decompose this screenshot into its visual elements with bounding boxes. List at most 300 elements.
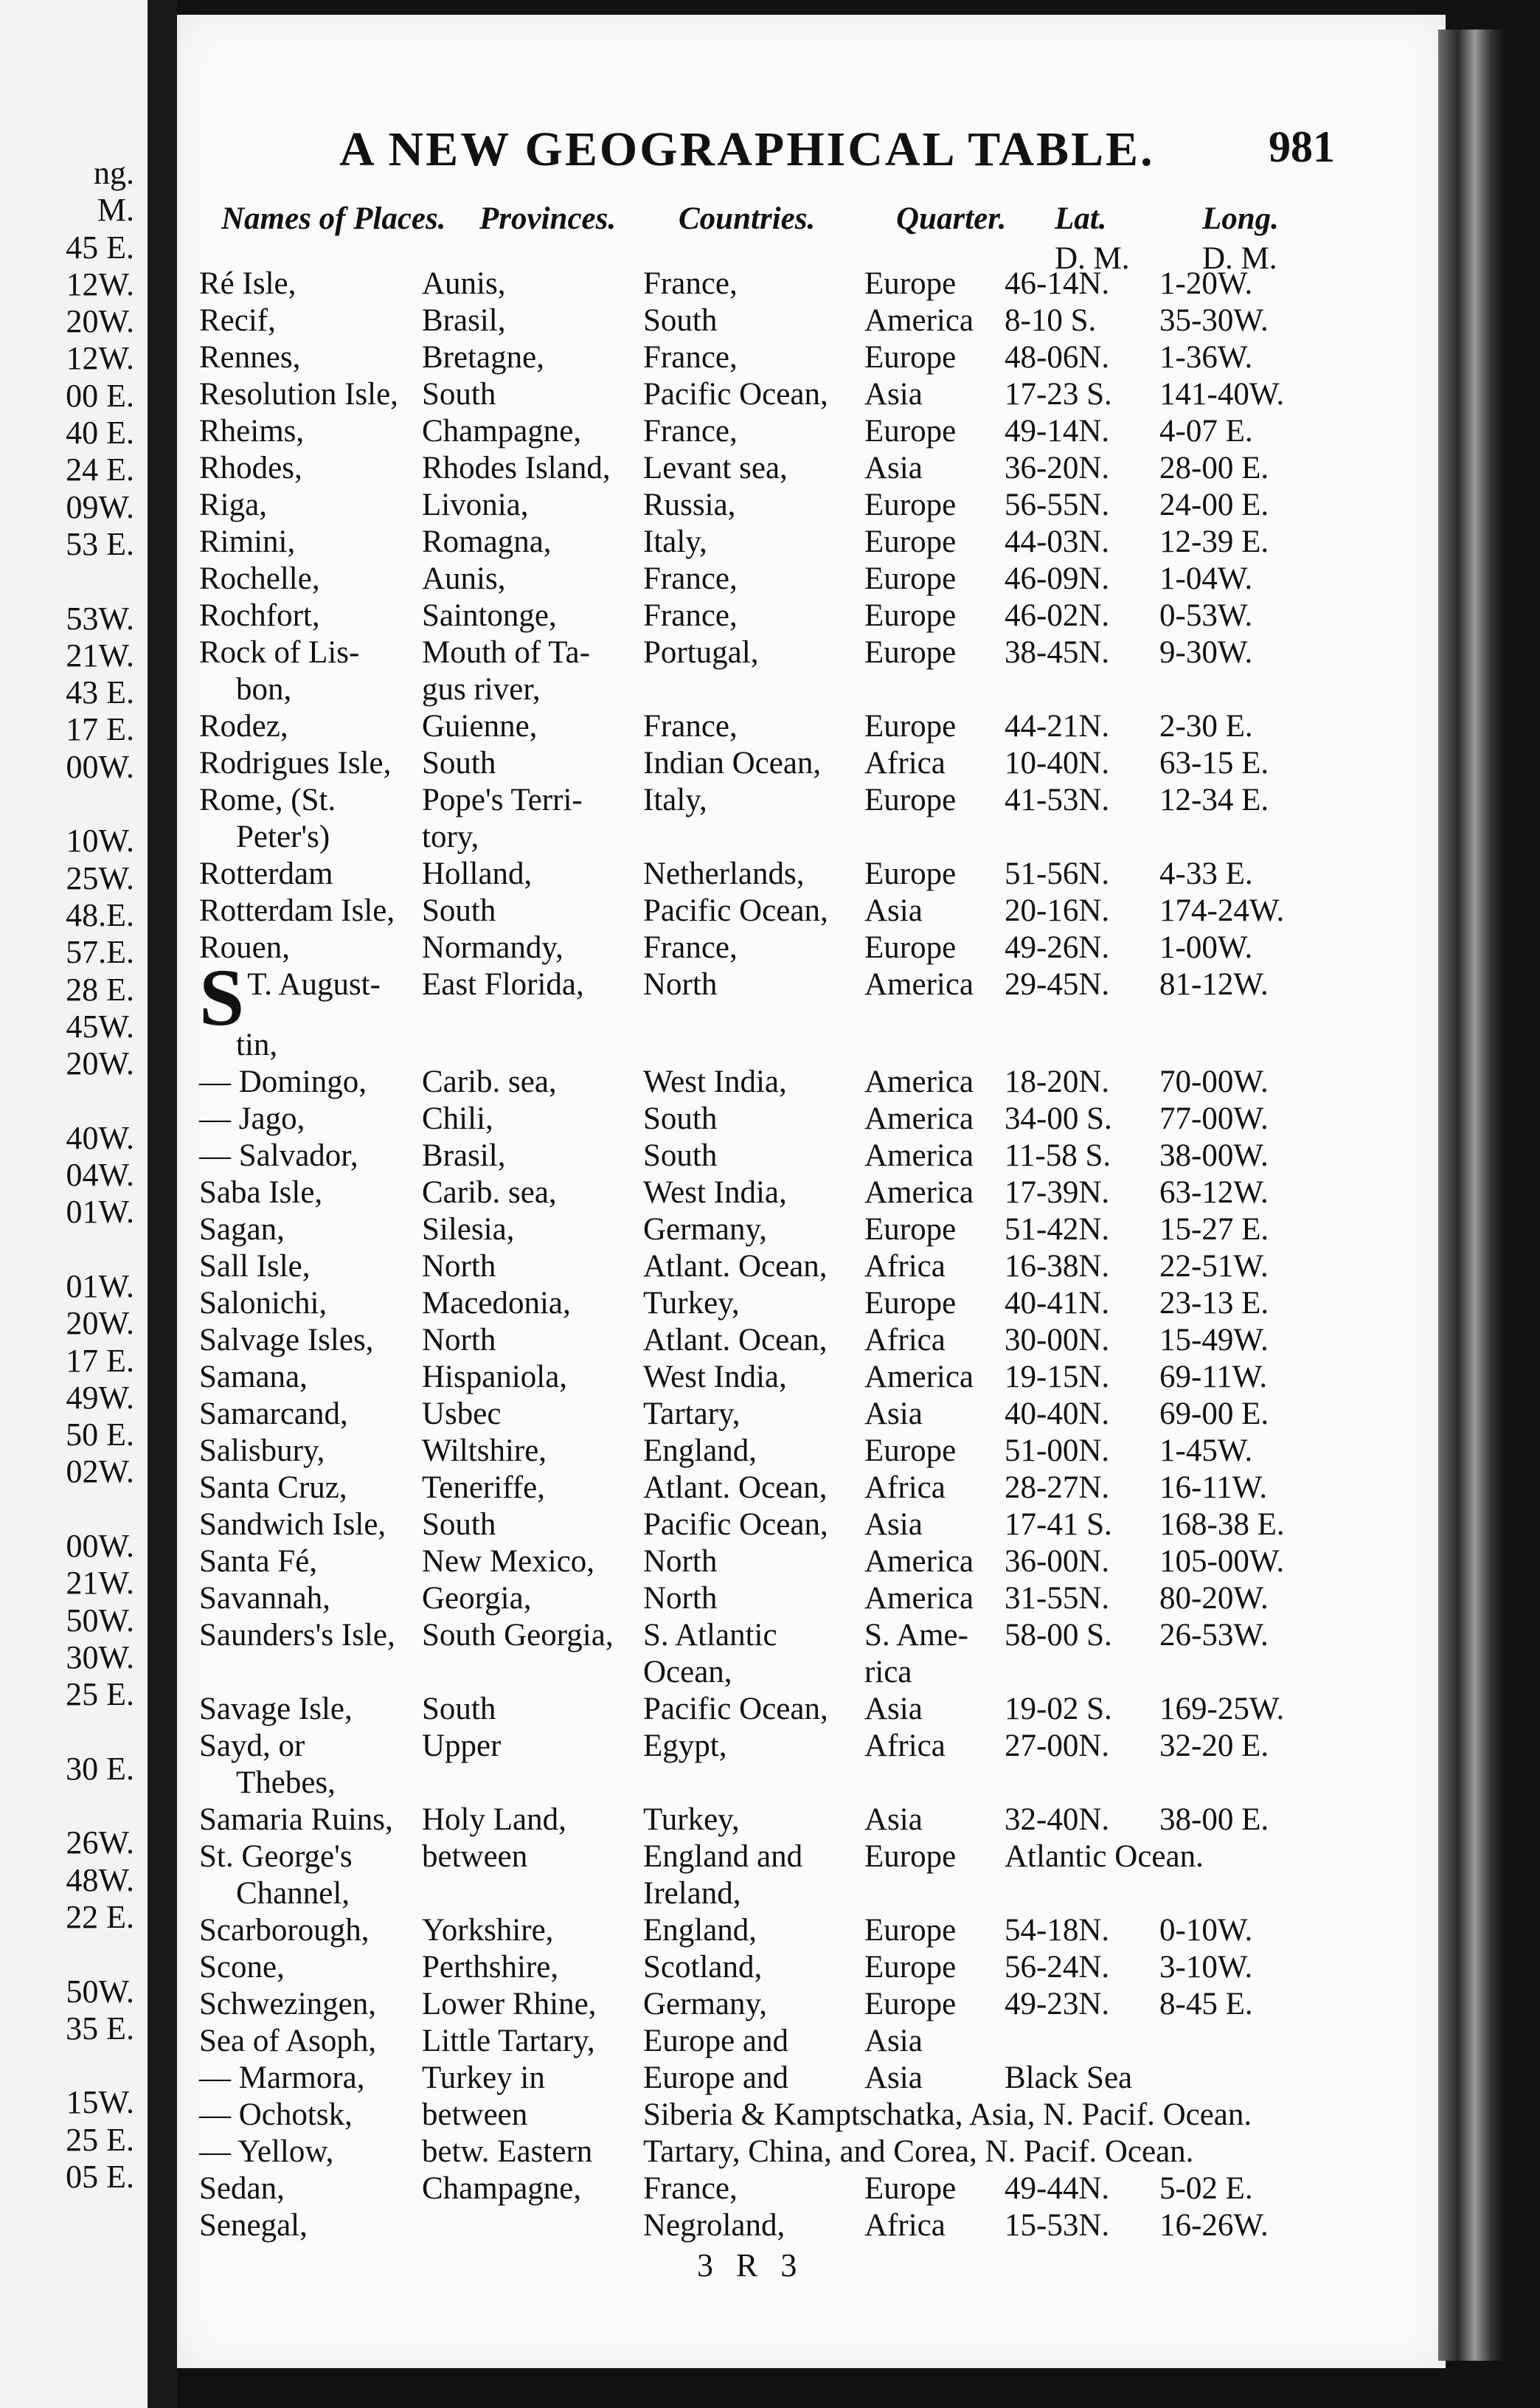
cell-long: 4-33 E. [1159,857,1253,891]
facing-page-line: 53W. [66,600,134,637]
cell-country [643,1765,864,1802]
cell-long: 9-30W. [1159,635,1253,670]
cell-lat: 29-45N. [1005,967,1110,1002]
cell-province: Lower Rhine, [422,1987,597,2021]
table-row [199,1101,1320,1138]
cell-lat: 10-40N. [1005,746,1110,781]
col-head-quarter: Quarter. [896,201,1007,236]
cell-name: Rhodes, [199,451,302,485]
table-row [199,2097,1320,2134]
cell-province: tory, [422,820,479,854]
cell-lat: 30-00N. [1005,1323,1110,1357]
cell-lat: 46-09N. [1005,561,1110,596]
cell-quarter: America [864,967,974,1002]
cell-long [1159,819,1320,856]
cell-province: Wiltshire, [422,1433,547,1468]
cell-quarter: Europe [864,525,957,559]
cell-province: North [422,1323,496,1357]
cell-quarter: America [864,1065,974,1099]
cell-province: Carib. sea, [422,1175,557,1210]
cell-name: Savage Isle, [199,1692,353,1726]
facing-page-line: 50W. [66,1602,134,1639]
cell-lat: 17-41 S. [1005,1507,1112,1542]
cell-name: — Yellow, [199,2134,334,2169]
cell-country: South [643,1101,718,1136]
cell-quarter: Europe [864,414,957,449]
cell-province: Brasil, [422,303,506,338]
table-row [199,561,1320,598]
col-head-country: Countries. [679,201,816,236]
cell-lat: 17-23 S. [1005,377,1112,412]
geo-table-wrap [177,266,1446,2244]
facing-page-line: 00W. [66,1527,134,1564]
cell-province: gus river, [422,672,541,707]
facing-page-line: 10W. [66,823,134,859]
facing-page-line: 01W. [66,1194,134,1231]
cell-country: Pacific Ocean, [643,1507,828,1542]
cell-name: Santa Fé, [199,1544,318,1579]
cell-name: Peter's) [236,820,330,854]
cell-province: Aunis, [422,561,506,596]
cell-province: Champagne, [422,414,582,449]
cell-country: Pacific Ocean, [643,1692,828,1726]
cell-name: Sea of Asoph, [199,2024,377,2058]
cell-province: between [422,2097,528,2132]
cell-country: France, [643,266,738,301]
cell-name [199,952,422,1042]
cell-country: Levant sea, [643,451,788,485]
long-units: D. M. [1202,241,1277,276]
cell-country: South [643,303,718,338]
table-row [199,1949,1320,1986]
cell-province: Champagne, [422,2171,582,2206]
cell-quarter: Europe [864,783,957,817]
cell-lat: 36-00N. [1005,1544,1110,1579]
cell-province: Brasil, [422,1138,506,1173]
cell-province: Livonia, [422,488,529,522]
cell-country: Pacific Ocean, [643,893,828,928]
cell-quarter: Asia [864,2061,923,2095]
book-page [177,15,1446,2368]
cell-quarter: Europe [864,1913,957,1948]
cell-country: France, [643,561,738,596]
cell-lat: 8-10 S. [1005,303,1097,338]
cell-lat: 36-20N. [1005,451,1110,485]
cell-lat: 44-21N. [1005,709,1110,744]
cell-province: betw. Eastern [422,2134,593,2169]
cell-quarter: S. Ame- [864,1618,968,1653]
table-row [199,634,1320,671]
facing-page-line: 09W. [66,488,134,525]
cell-long: 0-10W. [1159,1913,1253,1948]
cell-country: Netherlands, [643,857,805,891]
cell-name: Rotterdam [199,857,333,891]
cell-long: 12-39 E. [1159,525,1269,559]
cell-country: Europe and [643,2061,789,2095]
cell-quarter [864,1765,1005,1802]
cell-long: 63-12W. [1159,1175,1269,1210]
cell-lat: 40-41N. [1005,1286,1110,1321]
cell-long: 1-36W. [1159,340,1253,375]
cell-lat [1005,1875,1159,1912]
cell-name-text: T. August- [247,967,381,1002]
cell-long: 69-00 E. [1159,1397,1269,1431]
cell-country-wide: Siberia & Kamptschatka, Asia, N. Pacif. Ocean. [643,2097,1252,2132]
facing-page-line: 30 E. [66,1750,134,1787]
cell-lat: 11-58 S. [1005,1138,1111,1173]
cell-lat: 46-02N. [1005,598,1110,633]
table-row [199,1654,1320,1691]
cell-lat: 17-39N. [1005,1175,1110,1210]
cell-province: Turkey in [422,2061,545,2095]
cell-long: 8-45 E. [1159,1987,1253,2021]
cell-lat: 40-40N. [1005,1397,1110,1431]
cell-long: 28-00 E. [1159,451,1269,485]
cell-province: New Mexico, [422,1544,595,1579]
cell-name: Sagan, [199,1212,285,1247]
cell-long: 24-00 E. [1159,488,1269,522]
facing-page-line: 45 E. [66,229,134,266]
cell-quarter: rica [864,1655,912,1689]
lat-units: D. M. [1055,241,1130,276]
facing-page-line [66,1082,134,1119]
cell-long: 1-20W. [1159,266,1253,301]
cell-lat: Black Sea [1005,2061,1133,2095]
cell-long: 1-45W. [1159,1433,1253,1468]
cell-long: 3-10W. [1159,1950,1253,1985]
cell-province: Normandy, [422,930,563,965]
page-header [177,122,1446,188]
cell-province: Bretagne, [422,340,544,375]
table-row [199,1506,1320,1543]
cell-name: Scone, [199,1950,285,1985]
cell-country: West India, [643,1175,787,1210]
facing-page-line [66,1231,134,1268]
cell-lat [1005,1765,1159,1802]
cell-province: South [422,1692,496,1726]
cell-quarter: Asia [864,1802,923,1837]
cell-name: — Jago, [199,1101,305,1136]
cell-long [1159,1875,1320,1912]
cell-long: 12-34 E. [1159,783,1269,817]
facing-page-line: 25W. [66,859,134,896]
cell-province: Silesia, [422,1212,515,1247]
cell-province: East Florida, [422,967,584,1002]
cell-name: Schwezingen, [199,1987,377,2021]
cell-name: Rennes, [199,340,301,375]
col-head-name: Names of Places. [221,201,446,236]
cell-country [643,819,864,856]
cell-name: bon, [236,672,292,707]
table-row [199,1064,1320,1101]
table-row [199,266,1320,302]
cell-name: Salonichi, [199,1286,327,1321]
cell-lat: 56-24N. [1005,1950,1110,1985]
facing-page-line: 50W. [66,1973,134,2010]
facing-page-line: 15W. [66,2084,134,2121]
cell-province: South Georgia, [422,1618,614,1653]
cell-name: tin, [236,1028,278,1062]
cell-country-wide: Tartary, China, and Corea, N. Pacif. Ocean. [643,2134,1194,2169]
table-row [199,1285,1320,1322]
cell-quarter [864,819,1005,856]
cell-long: 15-27 E. [1159,1212,1269,1247]
cell-lat: 38-45N. [1005,635,1110,670]
cell-name: Thebes, [236,1765,336,1800]
table-row [199,893,1320,930]
cell-name: Senegal, [199,2208,308,2243]
cell-long: 80-20W. [1159,1581,1269,1616]
cell-province: Upper [422,1729,502,1763]
table-row [199,1802,1320,1838]
cell-lat: 16-38N. [1005,1249,1110,1284]
cell-country: England, [643,1913,757,1948]
cell-quarter: Asia [864,893,923,928]
facing-page-line: 20W. [66,1045,134,1082]
cell-quarter: Asia [864,451,923,485]
cell-lat: 19-02 S. [1005,1692,1112,1726]
cell-long: 16-26W. [1159,2208,1269,2243]
facing-page-line: 25 E. [66,2121,134,2158]
cell-quarter: Europe [864,1839,957,1874]
cell-name: Sayd, or [199,1729,305,1763]
facing-page-line: 26W. [66,1824,134,1861]
cell-country: France, [643,930,738,965]
table-row [199,1986,1320,2023]
cell-long: 26-53W. [1159,1618,1269,1653]
table-row [199,1322,1320,1359]
cell-country: Scotland, [643,1950,763,1985]
cell-country: West India, [643,1360,787,1394]
cell-quarter: America [864,1544,974,1579]
cell-name: Channel, [236,1876,350,1911]
cell-name: — Ochotsk, [199,2097,353,2132]
cell-province: Pope's Terri- [422,783,583,817]
cell-quarter: Africa [864,1470,946,1505]
cell-province: South [422,1507,496,1542]
cell-long: 105-00W. [1159,1544,1285,1579]
cell-province: South [422,377,496,412]
table-row [199,1211,1320,1248]
table-row [199,1248,1320,1285]
cell-country: Ireland, [643,1876,741,1911]
cell-lat [1005,2023,1159,2060]
cell-name: Rock of Lis- [199,635,360,670]
cell-long [1159,1765,1320,1802]
col-head-lat: Lat. [1055,201,1107,236]
cell-name: Recif, [199,303,276,338]
table-row [199,1359,1320,1396]
table-row [199,413,1320,450]
cell-quarter: Europe [864,1286,957,1321]
facing-page-line: 35 E. [66,2010,134,2047]
cell-quarter: America [864,1101,974,1136]
cell-province: Chili, [422,1101,493,1136]
cell-province [422,2207,643,2244]
cell-country: Germany, [643,1987,767,2021]
cell-long: 15-49W. [1159,1323,1269,1357]
cell-long: 32-20 E. [1159,1729,1269,1763]
cell-quarter: Europe [864,1987,957,2021]
cell-name: Sedan, [199,2171,285,2206]
cell-country: Atlant. Ocean, [643,1249,828,1284]
cell-name: Rheims, [199,414,305,449]
cell-province: South [422,893,496,928]
facing-page-line: 30W. [66,1639,134,1675]
cell-quarter: Asia [864,2024,923,2058]
cell-quarter: Europe [864,1950,957,1985]
cell-lat: 46-14N. [1005,266,1110,301]
table-row [199,966,1320,1027]
cell-quarter: Europe [864,930,957,965]
table-row [199,1027,1320,1064]
cell-lat: 49-14N. [1005,414,1110,449]
cell-name: — Salvador, [199,1138,358,1173]
facing-page-fragments [66,155,134,2196]
cell-country: England, [643,1433,757,1468]
cell-name: Rodez, [199,709,288,744]
facing-page-line: 05 E. [66,2159,134,2196]
cell-name: Ré Isle, [199,266,296,301]
cell-name: Rouen, [199,930,291,965]
cell-name: St. George's [199,1839,353,1874]
page-block-edge [1438,30,1505,2361]
table-row [199,487,1320,524]
facing-page-line: 49W. [66,1379,134,1416]
cell-country: Germany, [643,1212,767,1247]
cell-country: Atlant. Ocean, [643,1470,828,1505]
cell-lat: 32-40N. [1005,1802,1110,1837]
facing-page-line: 40W. [66,1119,134,1156]
cell-lat: 49-26N. [1005,930,1110,965]
facing-page-line: 53 E. [66,525,134,562]
cell-name: Rodrigues Isle, [199,746,392,781]
cell-country: Russia, [643,488,736,522]
cell-lat: 51-00N. [1005,1433,1110,1468]
cell-country: Atlant. Ocean, [643,1323,828,1357]
cell-country: Tartary, [643,1397,740,1431]
cell-province: Aunis, [422,266,506,301]
cell-long: 69-11W. [1159,1360,1268,1394]
table-row [199,598,1320,634]
cell-country: England and [643,1839,803,1874]
cell-country: Europe and [643,2024,789,2058]
facing-page-line [66,1713,134,1750]
cell-name: Rome, (St. [199,783,336,817]
facing-page-line: 48W. [66,1861,134,1898]
cell-province: Perthshire, [422,1950,559,1985]
cell-lat: 28-27N. [1005,1470,1110,1505]
cell-long: 1-04W. [1159,561,1253,596]
table-row [199,2207,1320,2244]
cell-lat: 18-20N. [1005,1065,1110,1099]
cell-name: Santa Cruz, [199,1470,347,1505]
facing-page-line: 50 E. [66,1416,134,1453]
cell-name: — Marmora, [199,2061,365,2095]
cell-country: Portugal, [643,635,759,670]
cell-long: 81-12W. [1159,967,1269,1002]
cell-lat: 49-23N. [1005,1987,1110,2021]
cell-country: South [643,1138,718,1173]
cell-name: — Domingo, [199,1065,367,1099]
cell-long: 38-00W. [1159,1138,1269,1173]
table-row [199,302,1320,339]
facing-page-line: 45W. [66,1008,134,1045]
facing-page-line: 02W. [66,1453,134,1490]
table-row [199,1875,1320,1912]
facing-page-line: ng. [94,155,134,191]
cell-quarter: Europe [864,488,957,522]
cell-country: Italy, [643,525,707,559]
table-row [199,2170,1320,2207]
book-gutter [148,0,177,2408]
cell-country: Italy, [643,783,707,817]
facing-page-line: 20W. [66,303,134,340]
page-title: A NEW GEOGRAPHICAL TABLE. [339,122,1155,176]
cell-name: Samarcand, [199,1397,348,1431]
drop-cap-letter: S [199,952,245,1042]
cell-province: Guienne, [422,709,538,744]
cell-lat: 19-15N. [1005,1360,1110,1394]
table-row [199,819,1320,856]
facing-page-line [66,563,134,600]
cell-lat [1005,1654,1159,1691]
table-row [199,339,1320,376]
cell-province: Saintonge, [422,598,557,633]
cell-name: Rochelle, [199,561,320,596]
cell-quarter: Africa [864,2208,946,2243]
facing-page-line: 01W. [66,1267,134,1304]
facing-page-line: 04W. [66,1157,134,1194]
cell-long: 4-07 E. [1159,414,1253,449]
cell-province: Yorkshire, [422,1913,554,1948]
cell-country: Turkey, [643,1802,740,1837]
table-row [199,671,1320,708]
cell-province: Rhodes Island, [422,451,611,485]
cell-quarter: Europe [864,1433,957,1468]
table-row [199,2060,1320,2097]
facing-page-line: 21W. [66,1565,134,1602]
facing-page-line [66,1788,134,1824]
cell-quarter: Europe [864,709,957,744]
cell-lat [1005,819,1159,856]
cell-province: Macedonia, [422,1286,571,1321]
cell-quarter: Europe [864,635,957,670]
cell-country: France, [643,340,738,375]
facing-page-line [66,786,134,823]
page-number: 981 [1269,122,1335,171]
cell-lat: 15-53N. [1005,2208,1110,2243]
col-head-province: Provinces. [479,201,617,236]
cell-quarter: Europe [864,340,957,375]
facing-page-line: 28 E. [66,971,134,1008]
cell-lat: 51-56N. [1005,857,1110,891]
cell-long: 23-13 E. [1159,1286,1269,1321]
cell-quarter: America [864,1175,974,1210]
facing-page-line [66,2047,134,2084]
facing-page-line: M. [97,192,134,229]
cell-quarter: Asia [864,1692,923,1726]
cell-long: 35-30W. [1159,303,1269,338]
cell-name: Salvage Isles, [199,1323,374,1357]
cell-province: Usbec [422,1397,502,1431]
cell-province: Carib. sea, [422,1065,557,1099]
cell-quarter [864,1027,1005,1064]
cell-long [1159,1027,1320,1064]
cell-quarter: Africa [864,1249,946,1284]
cell-name: Rimini, [199,525,296,559]
cell-province: Hispaniola, [422,1360,568,1394]
